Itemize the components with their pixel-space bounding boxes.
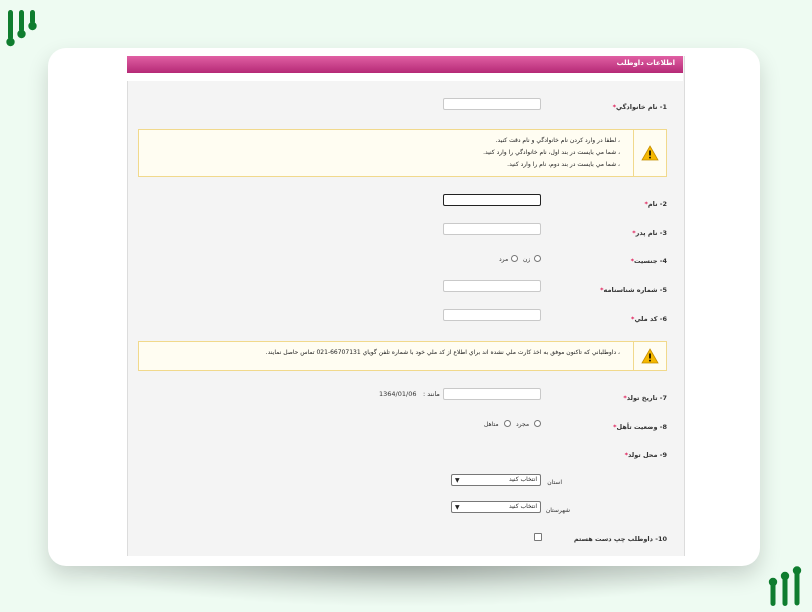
marital-label: 8- وضعيت تأهل* — [613, 423, 667, 431]
warning-line: ، شما مي بايست در بند دوم، نام را وارد كنيد. — [507, 161, 620, 168]
warning-icon-box — [633, 342, 666, 370]
marital-married-radio[interactable] — [504, 420, 511, 427]
birth-date-label: 7- تاريخ تولد* — [623, 394, 667, 402]
warning-line: ، شما مي بايست در بند اول، نام خانوادگي را وارد كنيد. — [483, 149, 620, 156]
national-code-warning — [138, 341, 667, 371]
left-handed-checkbox[interactable] — [534, 533, 542, 541]
national-code-input[interactable] — [443, 309, 541, 321]
warning-line: ، داوطلباني كه تاكنون موفق به اخذ كارت ملي نشده اند براي اطلاع از كد ملي خود با شماره تلفن گوياي 66707131-021 تماس حاصل نمايند. — [265, 349, 620, 356]
marital-single-radio[interactable] — [534, 420, 541, 427]
birth-date-hint-example: 1364/01/06 — [379, 390, 417, 398]
first-name-input[interactable] — [443, 194, 541, 206]
id-number-input[interactable] — [443, 280, 541, 292]
city-label: شهرستان — [545, 507, 570, 514]
father-name-label: 3- نام پدر* — [632, 229, 667, 237]
gender-female-radio[interactable] — [534, 255, 541, 262]
gender-male-label: مرد — [499, 256, 509, 263]
family-name-warning — [138, 129, 667, 177]
province-select-value: انتخاب كنيد — [508, 476, 537, 483]
warning-icon-box — [633, 130, 666, 176]
province-label: استان — [547, 479, 562, 486]
marital-married-label: متاهل — [484, 421, 499, 428]
province-select[interactable] — [451, 474, 541, 486]
family-name-input[interactable] — [443, 98, 541, 110]
first-name-label: 2- نام* — [644, 200, 667, 208]
panel-title: اطلاعات داوطلب — [616, 59, 675, 67]
chevron-down-icon: ▼ — [455, 477, 460, 484]
city-select[interactable] — [451, 501, 541, 513]
warning-line: ، لطفا در وارد كردن نام خانوادگي و نام دقت كنيد. — [495, 137, 620, 144]
birth-date-input[interactable] — [443, 388, 541, 400]
birth-place-label: 9- محل تولد* — [624, 451, 667, 459]
gender-label: 4- جنسيت* — [630, 257, 667, 265]
panel-header — [127, 56, 683, 73]
family-name-label: 1- نام خانوادگي* — [612, 103, 667, 111]
left-handed-label: 10- داوطلب چپ دست هستم — [573, 535, 667, 543]
id-number-label: 5- شماره شناسنامه* — [600, 286, 667, 294]
gender-male-radio[interactable] — [511, 255, 518, 262]
brand-logo-icon — [4, 4, 42, 50]
national-code-label: 6- كد ملي* — [631, 315, 667, 323]
birth-date-hint-prefix: مانند : — [423, 390, 440, 398]
father-name-input[interactable] — [443, 223, 541, 235]
warning-icon — [641, 145, 659, 161]
card-shadow — [70, 560, 740, 606]
city-select-value: انتخاب كنيد — [508, 503, 537, 510]
panel-band — [127, 73, 683, 81]
marital-single-label: مجرد — [516, 421, 530, 428]
brand-logo-icon — [766, 566, 806, 608]
warning-icon — [641, 348, 659, 364]
chevron-down-icon: ▼ — [455, 504, 460, 511]
gender-female-label: زن — [523, 256, 531, 263]
